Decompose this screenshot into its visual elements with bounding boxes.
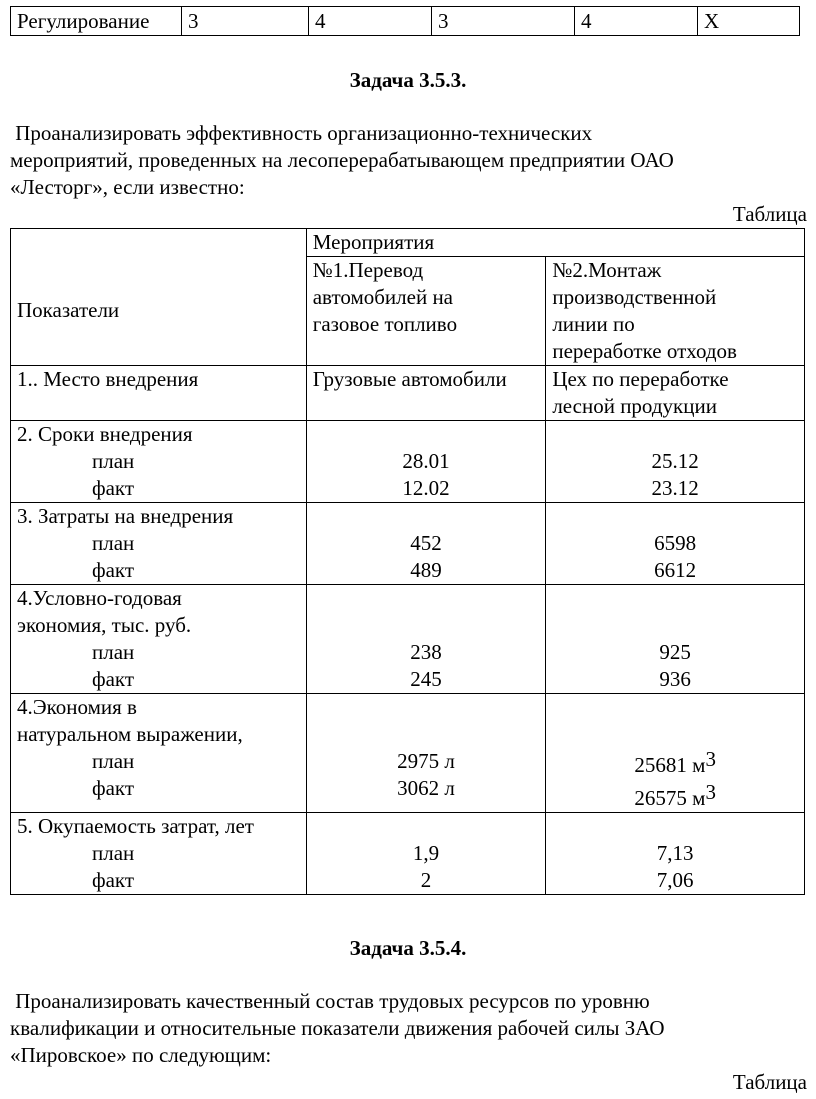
row-label xyxy=(11,503,307,585)
row-label xyxy=(11,421,307,503)
value-plan xyxy=(552,747,798,779)
previous-table-fragment xyxy=(10,6,800,36)
table-row xyxy=(11,813,805,895)
text-line: Цех по переработке xyxy=(552,367,729,391)
text-line: план xyxy=(92,841,135,865)
text-line: экономия, тыс. руб. xyxy=(17,613,192,637)
value-plan: 25.12 xyxy=(651,449,699,473)
text-line: линии по xyxy=(552,312,635,336)
text-line: 5. Окупаемость затрат, лет xyxy=(17,814,254,838)
table-cell: Х xyxy=(698,7,800,36)
value-plan: 6598 xyxy=(654,531,697,555)
value-fact: 6612 xyxy=(654,558,697,582)
value-fact: 3062 л xyxy=(397,776,455,800)
row-label: 1.. Место внедрения xyxy=(11,366,307,421)
table-cell xyxy=(546,421,805,503)
text-line: «Лесторг», если известно: xyxy=(10,175,245,199)
value-plan: 7,13 xyxy=(656,841,694,865)
text-line: план xyxy=(92,640,135,664)
text-line: Проанализировать эффективность организационно-технических xyxy=(10,121,593,145)
table-cell xyxy=(306,585,546,694)
text-line: «Пировское» по следующим: xyxy=(10,1043,272,1067)
text-line: 4.Условно-годовая xyxy=(17,586,182,610)
table-row xyxy=(11,421,805,503)
header-measure-2 xyxy=(546,257,805,366)
table-cell xyxy=(306,813,546,895)
value-fact: 489 xyxy=(410,558,442,582)
unit-superscript: 3 xyxy=(705,747,716,771)
table-cell xyxy=(546,813,805,895)
value-text: 26575 м xyxy=(634,786,706,810)
text-line: 3. Затраты на внедрения xyxy=(17,504,234,528)
table-cell xyxy=(306,421,546,503)
text-line: Проанализировать качественный состав трудовых ресурсов по уровню xyxy=(10,989,650,1013)
text-line: переработке отходов xyxy=(552,339,737,363)
header-measure-1 xyxy=(306,257,546,366)
table-cell xyxy=(306,503,546,585)
row-label xyxy=(11,813,307,895)
value-fact: 7,06 xyxy=(656,868,694,892)
text-line: лесной продукции xyxy=(552,394,717,418)
value-fact: 245 xyxy=(410,667,442,691)
text-line: №1.Перевод xyxy=(312,258,424,282)
table-cell: 4 xyxy=(309,7,432,36)
text-line: факт xyxy=(92,558,135,582)
table-caption: Таблица xyxy=(732,1070,807,1094)
value-fact xyxy=(552,780,798,812)
table-row xyxy=(11,366,805,421)
value-plan: 28.01 xyxy=(402,449,450,473)
value-fact: 936 xyxy=(659,667,691,691)
text-line: 2. Сроки внедрения xyxy=(17,422,193,446)
table-cell xyxy=(546,366,805,421)
table-cell: 4 xyxy=(575,7,698,36)
table-row xyxy=(11,229,805,257)
text-line: факт xyxy=(92,667,135,691)
value-fact: 12.02 xyxy=(402,476,450,500)
table-cell: Регулирование xyxy=(11,7,182,36)
table-row xyxy=(11,694,805,813)
text-line: план xyxy=(92,749,135,773)
value-fact: 2 xyxy=(420,868,432,892)
table-cell: Грузовые автомобили xyxy=(306,366,546,421)
value-plan: 238 xyxy=(410,640,442,664)
table-row xyxy=(11,7,800,36)
table-cell xyxy=(546,585,805,694)
value-plan: 925 xyxy=(659,640,691,664)
table-cell xyxy=(546,694,805,813)
table-row xyxy=(11,503,805,585)
text-line: №2.Монтаж xyxy=(552,258,662,282)
text-line: факт xyxy=(92,476,135,500)
text-line: 4.Экономия в xyxy=(17,695,137,719)
table-cell: 3 xyxy=(432,7,575,36)
row-label xyxy=(11,585,307,694)
task-title: Задача 3.5.4. xyxy=(349,936,467,960)
task-title: Задача 3.5.3. xyxy=(349,68,467,92)
table-caption: Таблица xyxy=(732,202,807,226)
task-description xyxy=(10,120,810,201)
text-line: натуральном выражении, xyxy=(17,722,243,746)
value-fact: 23.12 xyxy=(651,476,699,500)
text-line: факт xyxy=(92,868,135,892)
text-line: автомобилей на xyxy=(312,285,454,309)
table-cell xyxy=(546,503,805,585)
table-row xyxy=(11,585,805,694)
measures-table xyxy=(10,228,805,895)
table-cell xyxy=(306,694,546,813)
task-description xyxy=(10,988,810,1069)
value-text: 25681 м xyxy=(634,753,706,777)
header-indicators: Показатели xyxy=(11,229,307,366)
value-plan: 452 xyxy=(410,531,442,555)
text-line: квалификации и относительные показатели движения рабочей силы ЗАО xyxy=(10,1016,665,1040)
text-line: газовое топливо xyxy=(312,312,458,336)
text-line: факт xyxy=(92,776,135,800)
unit-superscript: 3 xyxy=(705,780,716,804)
table-cell: 3 xyxy=(182,7,309,36)
header-measures: Мероприятия xyxy=(306,229,804,257)
row-label xyxy=(11,694,307,813)
text-line: план xyxy=(92,449,135,473)
value-plan: 2975 л xyxy=(397,749,455,773)
text-line: план xyxy=(92,531,135,555)
text-line: производственной xyxy=(552,285,717,309)
text-line: мероприятий, проведенных на лесоперерабатывающем предприятии ОАО xyxy=(10,148,674,172)
value-plan: 1,9 xyxy=(412,841,440,865)
